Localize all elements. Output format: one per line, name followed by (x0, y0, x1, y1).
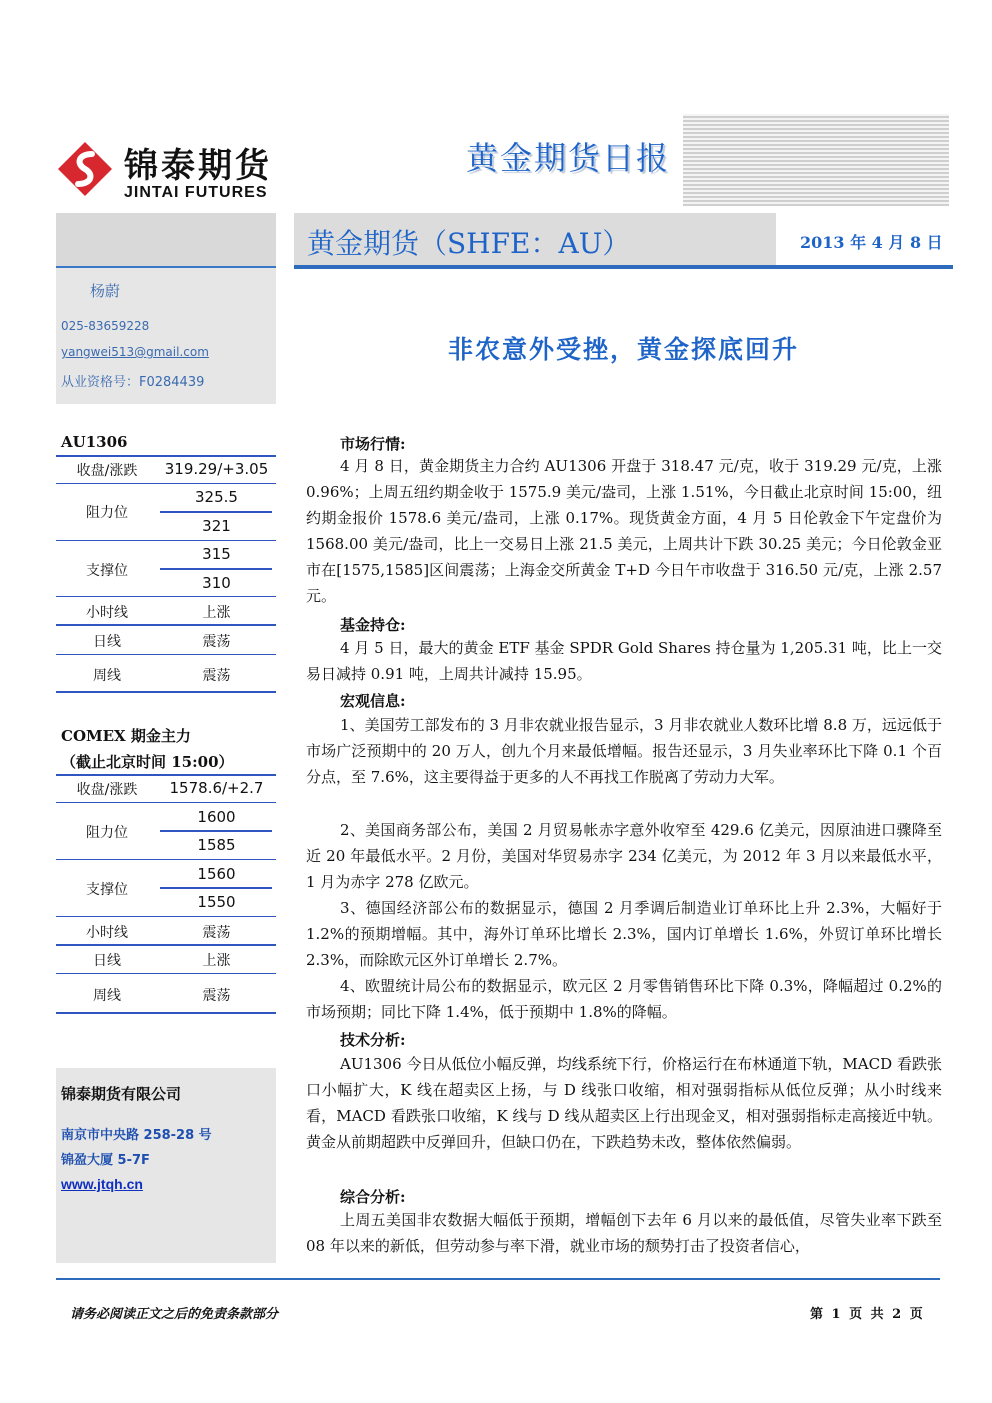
au-support-1: 315 (202, 545, 231, 563)
comex-table-top-rule (56, 774, 276, 776)
footer-divider (56, 1278, 940, 1280)
company-logo-icon (56, 140, 114, 198)
report-headline: 非农意外受挫，黄金探底回升 (447, 335, 799, 364)
comex-rule-6 (56, 944, 276, 946)
comex-close-value: 1578.6/+2.7 (169, 779, 264, 797)
comex-rule-5 (56, 916, 276, 917)
au-rule-6 (56, 624, 276, 626)
comex-rule-7 (56, 973, 276, 974)
title-hatch-background (683, 114, 949, 206)
company-address-1: 南京市中央路 258-28 号 (61, 1128, 212, 1143)
macro-paragraph-4: 4、欧盟统计局公布的数据显示，欧元区 2 月零售销售环比下降 0.3%，降幅超过 0.2%的市场预期；同比下降 1.4%，低于预期中 1.8%的降幅。 (306, 977, 942, 1021)
au-rule-8 (56, 691, 276, 693)
au-resistance-label: 阻力位 (86, 505, 128, 521)
comex-hourly-value: 震荡 (202, 925, 231, 941)
au-weekly-label: 周线 (93, 668, 121, 684)
technical-paragraph: AU1306 今日从低位小幅反弹，均线系统下行，价格运行在布林通道下轨，MACD 看跌张口小幅扩大，K 线在超卖区上扬，与 D 线张口收缩，相对强弱指标从低位反弹；从小时线来看，MACD 看跌张口收缩，K 线与 D 线从超卖区上行出现金叉，相对强弱指标走高接近中轨。黄金从前期超跌中反弹回升，但缺口仍在，下跌趋势未改，整体依然偏弱。 (306, 1055, 942, 1151)
company-address-2: 锦盈大厦 5-7F (61, 1153, 150, 1168)
au-daily-label: 日线 (93, 634, 121, 650)
au-close-value: 319.29/+3.05 (164, 460, 269, 478)
comex-table-heading: COMEX 期金主力 (61, 727, 191, 745)
comex-daily-label: 日线 (93, 953, 121, 969)
comex-weekly-value: 震荡 (202, 988, 231, 1004)
au-hourly-label: 小时线 (86, 605, 128, 621)
analyst-phone: 025-83659228 (61, 319, 150, 333)
report-title: 黄金期货日报 (466, 139, 671, 177)
au-rule-1 (56, 483, 276, 484)
comex-hourly-label: 小时线 (86, 925, 128, 941)
section-title-market: 市场行情: (340, 435, 406, 453)
page-number: 第 1 页 共 2 页 (810, 1307, 925, 1322)
summary-paragraph: 上周五美国非农数据大幅低于预期，增幅创下去年 6 月以来的最低值，尽管失业率下跌至 08 年以来的新低，但劳动参与率下滑，就业市场的颓势打击了投资者信心， (306, 1211, 942, 1255)
comex-rule-4 (160, 887, 272, 889)
sidebar-header-block (56, 213, 276, 267)
au-close-label: 收盘/涨跌 (76, 463, 138, 479)
section-title-technical: 技术分析: (340, 1031, 406, 1049)
comex-support-1: 1560 (197, 865, 236, 883)
comex-resistance-2: 1585 (197, 836, 236, 854)
section-title-holdings: 基金持仓: (340, 616, 406, 634)
comex-rule-3 (56, 859, 276, 860)
company-name: 锦泰期货有限公司 (61, 1085, 182, 1103)
au-rule-4 (160, 568, 272, 570)
comex-close-label: 收盘/涨跌 (76, 782, 138, 798)
brand-name-cn: 锦泰期货 (124, 146, 272, 186)
comex-support-2: 1550 (197, 893, 236, 911)
analyst-license: 从业资格号：F0284439 (61, 375, 205, 390)
au-resistance-1: 325.5 (195, 488, 238, 506)
au-daily-value: 震荡 (202, 634, 231, 650)
macro-paragraph-2: 2、美国商务部公布，美国 2 月贸易帐赤字意外收窄至 429.6 亿美元，因原油进口骤降至近 20 年最低水平。2 月份，美国对华贸易赤字 234 亿美元，为 2012 年 3 月以来最低水平，1 月为赤字 278 亿欧元。 (306, 821, 942, 891)
au-hourly-value: 上涨 (202, 605, 231, 621)
analyst-name: 杨蔚 (90, 282, 121, 300)
brand-name-en: JINTAI FUTURES (124, 184, 268, 201)
analyst-email-link[interactable]: yangwei513@gmail.com (61, 345, 209, 359)
au-rule-2 (160, 511, 272, 513)
report-date: 2013 年 4 月 8 日 (800, 233, 943, 252)
au-rule-7 (56, 654, 276, 655)
footer-disclaimer: 请务必阅读正文之后的免责条款部分 (70, 1307, 279, 1322)
comex-rule-8 (56, 1012, 276, 1014)
comex-rule-2 (160, 830, 272, 832)
comex-table-subheading: （截止北京时间 15:00） (61, 753, 234, 771)
comex-support-label: 支撑位 (86, 882, 128, 898)
section-title-macro: 宏观信息: (340, 692, 406, 710)
au-weekly-value: 震荡 (202, 668, 231, 684)
au-resistance-2: 321 (202, 517, 231, 535)
au-table-top-rule (56, 455, 276, 457)
section-title-summary: 综合分析: (340, 1188, 406, 1206)
au-support-2: 310 (202, 574, 231, 592)
au-table-heading: AU1306 (61, 433, 128, 451)
comex-weekly-label: 周线 (93, 988, 121, 1004)
macro-paragraph-3: 3、德国经济部公布的数据显示，德国 2 月季调后制造业订单环比上升 2.3%，大幅好于 1.2%的预期增幅。其中，海外订单环比增长 2.3%，国内订单增长 1.6%，外贸订单环比增长 2.3%，而除欧元区外订单增长 2.7%。 (306, 899, 942, 969)
company-website-link[interactable]: www.jtqh.cn (61, 1176, 143, 1192)
comex-resistance-1: 1600 (197, 808, 236, 826)
comex-daily-value: 上涨 (202, 953, 231, 969)
au-rule-5 (56, 596, 276, 597)
comex-resistance-label: 阻力位 (86, 825, 128, 841)
market-paragraph: 4 月 8 日，黄金期货主力合约 AU1306 开盘于 318.47 元/克，收于 319.29 元/克，上涨 0.96%；上周五纽约期金收于 1575.9 美元/盎司，上涨 1.51%，今日截止北京时间 15:00，纽约期金报价 1578.6 美元/盎司，上涨 0.17%。现货黄金方面，4 月 5 日伦敦金下午定盘价为 1568.00 美元/盎司，比上一交易日上涨 21.5 美元，上周共计下跌 30.25 美元；今日伦敦金亚市在[1575,1585]区间震荡；上海金交所黄金 T+D 今日午市收盘于 316.50 元/克，上涨 2.57 元。 (306, 457, 942, 605)
au-support-label: 支撑位 (86, 563, 128, 579)
product-bar-divider (294, 265, 953, 269)
comex-rule-1 (56, 802, 276, 803)
product-name: 黄金期货（SHFE：AU） (307, 227, 631, 260)
holdings-paragraph: 4 月 5 日，最大的黄金 ETF 基金 SPDR Gold Shares 持仓量为 1,205.31 吨，比上一交易日减持 0.91 吨，上周共计减持 15.95。 (306, 639, 942, 683)
macro-paragraph-1: 1、美国劳工部发布的 3 月非农就业报告显示，3 月非农就业人数环比增 8.8 万，远远低于市场广泛预期中的 20 万人，创九个月来最低增幅。报告还显示，3 月失业率环比下降 0.1 个百分点，至 7.6%，这主要得益于更多的人不再找工作脱离了劳动力大军。 (306, 716, 942, 786)
au-rule-3 (56, 540, 276, 541)
